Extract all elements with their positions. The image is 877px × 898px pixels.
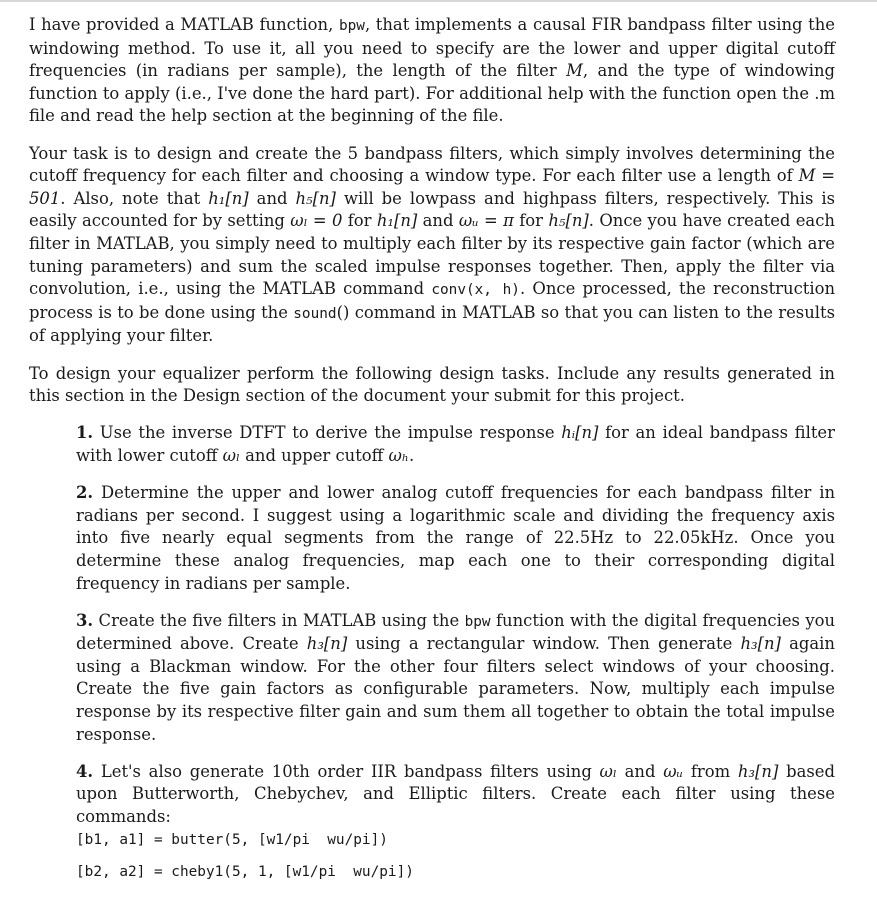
- text-span: and upper cutoff: [245, 446, 384, 466]
- math-h5: h₅[n]: [295, 188, 336, 208]
- task-number: 2.: [76, 483, 94, 503]
- text-span: for an ideal bandpass filter with lower cutoff: [76, 423, 835, 466]
- design-task-list: [29, 422, 835, 883]
- document-body: [29, 14, 835, 898]
- task-item-2: [76, 482, 835, 595]
- text-span: will be lowpass and highpass filters, respectively. This is easily accounted for by setting: [29, 188, 836, 231]
- task-item-4: [76, 761, 835, 884]
- math-hi: hᵢ[n]: [561, 423, 599, 443]
- math-wl-zero: ωₗ = 0: [290, 211, 343, 231]
- code-bpw: bpw: [464, 613, 491, 630]
- text-span: .: [408, 446, 415, 466]
- math-wu: ωᵤ: [663, 761, 684, 781]
- math-wl: ωₗ: [599, 761, 617, 781]
- text-span: function with the digital frequencies you determined above. Create: [76, 610, 836, 654]
- math-h5: h₅[n]: [548, 211, 589, 231]
- task-item-3: [76, 610, 835, 747]
- task-number: 3.: [76, 610, 94, 630]
- paragraph-design-intro: To design your equalizer perform the following design tasks. Include any results generated in this section in the Design section of the document your submit for this project.: [29, 363, 835, 406]
- math-filter-length: M = 501: [29, 166, 835, 208]
- text-span: Let's also generate 10th order IIR bandpass filters using: [100, 761, 592, 781]
- text-span: , and the type of windowing function to apply (i.e., I've done the hard part). For additional help with the function open the .m file and read the help section at the beginning of the file.: [29, 61, 836, 126]
- text-span: I have provided a MATLAB function,: [29, 15, 334, 34]
- math-wl: ωₗ: [222, 446, 240, 466]
- math-h3: h₃[n]: [306, 634, 348, 654]
- math-h1: h₁[n]: [208, 188, 249, 208]
- text-span: . Once you have created each filter in MATLAB, you simply need to multiply each filter by its respective gain factor (which are tuning parameters) and sum the scaled impulse responses together. Then, apply the filter via convolution, i.e., using the MATLAB command: [29, 211, 835, 299]
- text-span: for: [347, 211, 372, 231]
- command-cheby1: [76, 860, 835, 884]
- code-cheby1-command: [b2, a2] = cheby1(5, 1, [w1/pi wu/pi]): [76, 864, 414, 881]
- math-h1: h₁[n]: [376, 211, 418, 231]
- top-divider: [0, 0, 877, 2]
- math-h3: h₃[n]: [737, 761, 779, 781]
- text-span: again using a Blackman window. For the other four filters select windows of your choosing. Create the five gain factors as configurable parameters. Now, multiply each impulse response by its respective filter gain and sum them all together to obtain the total impulse response.: [76, 634, 835, 744]
- task-item-1: [76, 422, 835, 467]
- text-span: , that implements a causal FIR bandpass filter using the windowing method. To use it, all you need to specify are the lower and upper digital cutoff frequencies (in radians per sample), the length of the filter: [29, 15, 835, 81]
- code-sound: sound: [293, 305, 337, 322]
- text-span: from: [690, 761, 731, 781]
- text-span: using a rectangular window. Then generate: [355, 634, 733, 654]
- task-number: 1.: [76, 423, 94, 443]
- text-span: . Once processed, the reconstruction process is to be done using the: [29, 279, 836, 322]
- text-span: based upon Butterworth, Chebychev, and Elliptic filters. Create each filter using these commands:: [76, 761, 835, 826]
- text-span: . Also, note that: [60, 188, 201, 208]
- text-span: and: [624, 761, 656, 781]
- paragraph-task: [29, 143, 835, 348]
- text-span: Create the five filters in MATLAB using the: [98, 610, 460, 630]
- task-number: 4.: [76, 761, 94, 781]
- math-wu-pi: ωᵤ = π: [458, 211, 514, 231]
- text-span: for: [519, 211, 543, 231]
- text-span: Use the inverse DTFT to derive the impulse response: [99, 423, 555, 443]
- code-bpw: bpw: [338, 18, 365, 34]
- command-butter: [76, 828, 835, 852]
- math-M: M: [566, 61, 583, 81]
- code-conv: conv(x, h): [431, 282, 520, 299]
- text-span: Determine the upper and lower analog cutoff frequencies for each bandpass filter in radians per second. I suggest using a logarithmic scale and dividing the frequency axis into five nearly equal segments from the range of 22.5Hz to 22.05kHz. Once you determine these analog frequencies, map each one to their corresponding digital frequency in radians per sample.: [76, 483, 836, 593]
- math-h3: h₃[n]: [740, 634, 781, 654]
- text-span: Your task is to design and create the 5 bandpass filters, which simply involves determining the cutoff frequency for each filter and choosing a window type. For each filter use a length of: [29, 143, 835, 186]
- text-span: () command in MATLAB so that you can listen to the results of applying your filter.: [29, 302, 835, 346]
- text-span: and: [256, 188, 288, 208]
- code-butter-command: [b1, a1] = butter(5, [w1/pi wu/pi]): [76, 832, 388, 849]
- paragraph-intro: [29, 14, 835, 128]
- text-span: and: [422, 211, 454, 231]
- math-wh: ωₕ: [388, 446, 409, 466]
